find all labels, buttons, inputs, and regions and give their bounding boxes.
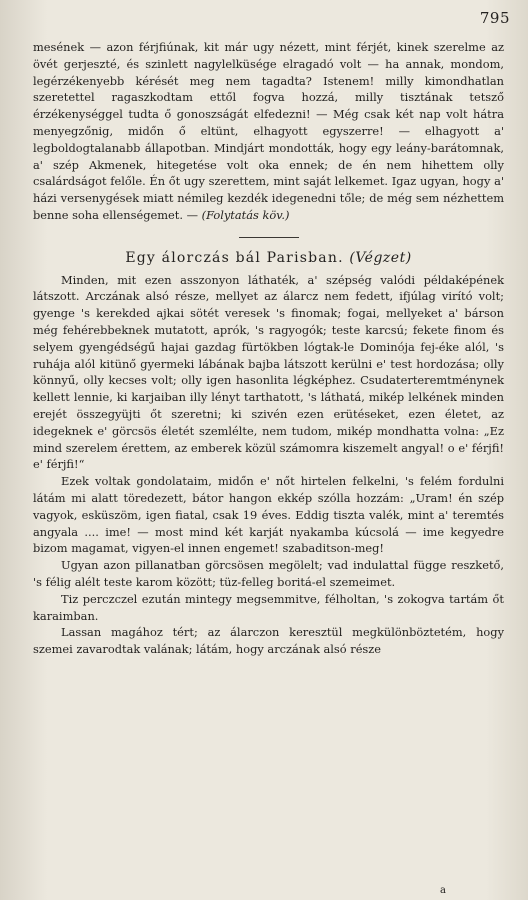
article-paragraph: Ugyan azon pillanatban görcsösen megölelt; vad indulattal függe reszkető, 's félig alélt teste karom között; tüz-felleg boritá-el szemeimet. [33,558,504,589]
article-paragraph: Lassan magához tért; az álarczon keresztül megkülönböztetém, hogy szemei zavarodtak valának; látám, hogy arczának alsó része [33,625,504,657]
article-title [33,250,504,267]
continued-paragraph [33,39,504,224]
article-paragraph: Tiz perczczel ezután mintegy megsemmitve, félholtan, 's zokogva tartám őt karaimban. [33,591,504,623]
continuation-note: (Folytatás köv.) [201,207,290,222]
signature-mark: a [440,885,446,896]
section-separator [239,237,299,238]
page-number: 795 [479,9,510,27]
article-subtitle: (Végzet) [349,249,412,266]
article-paragraph: Ezek voltak gondolataim, midőn e' nőt hirtelen felkelni, 's felém fordulni látám mi alatt töredezett, bátor hangon ekkép szólla hozzám: „Uram! én szép vagyok, esküszöm, igen fiatal, csak 19 éves. Eddig tiszta valék, mint a' teremtés angyala .... ime! — most mind két karját nyakamba kúcsolá — ime kegyedre bizom magamat, vigyen-el innen engemet! szabaditson-meg! [33,474,504,556]
article-title-text: Egy álorczás bál Parisban. [125,249,344,266]
article-paragraph: Minden, mit ezen asszonyon láthaték, a' szépség valódi példaképének látszott. Arczának alsó része, mellyet az álarcz nem fedett, ifjúlag virító volt; gyenge 's kerekded ajkai sötét veresek 's finomak; fogai, mellyeket a' bárson még fehérebbeknek mutatott, aprók, 's ragyogók; teste karcsú; fekete finom és selyem gyengédségű hajai gazdag fürtökben lógtak-le Dominója fej-éke alól, 's ruhája alól kitünő gyermeki lábának bajba látszott kerülni e' test hordozása; olly könnyű, olly kecses volt; olly igen hasonlita légképhez. Csudaterteremtménynek kellett lennie, ki karjaiban illy lényt tarthatott, 's láthatá, mikép lelkének minden erejét összegyüjti őt szeretni; ki szivén ezen erütéseket, ezen életet, az idegeknek e' görcsös életét szemlélte, nem tudom, mikép mondhatta volna: „Ez mind szerelem érettem, az emberek közül számomra kiszemelt angyal! o e' férjfi! e' férjfi!“ [33,272,504,472]
page-body [33,39,504,658]
continued-paragraph-text: mesének — azon férjfiúnak, kit már ugy nézett, mint férjét, kinek szerelme az övét gerjeszté, és szinlett nagylelküsége elragadó volt — ha annak, mondom, legérzékenyebb kérését meg nem tagadta? Istenem! milly kimondhatlan szeretettel ragaszkodtam ettől fogva hozzá, milly tisztának tetsző érzékenységgel tudta ő gonoszságát elfedezni! — Még csak két nap volt hátra menyegzőnig, midőn ő eltünt, elhagyott egyszerre! — elhagyott a' legboldogtalanabb állapotban. Mindjárt mondották, hogy egy leány-barátomnak, a' szép Akmenek, hitegetése volt oka ennek; de én nem hihettem olly csalárdságot felőle. Én őt ugy szerettem, mint saját lelkemet. Igaz ugyan, hogy a' házi versenygések miatt némileg kezdék idegenedni tőle; de még sem nézhettem benne soha ellenségemet. — [33,40,504,222]
